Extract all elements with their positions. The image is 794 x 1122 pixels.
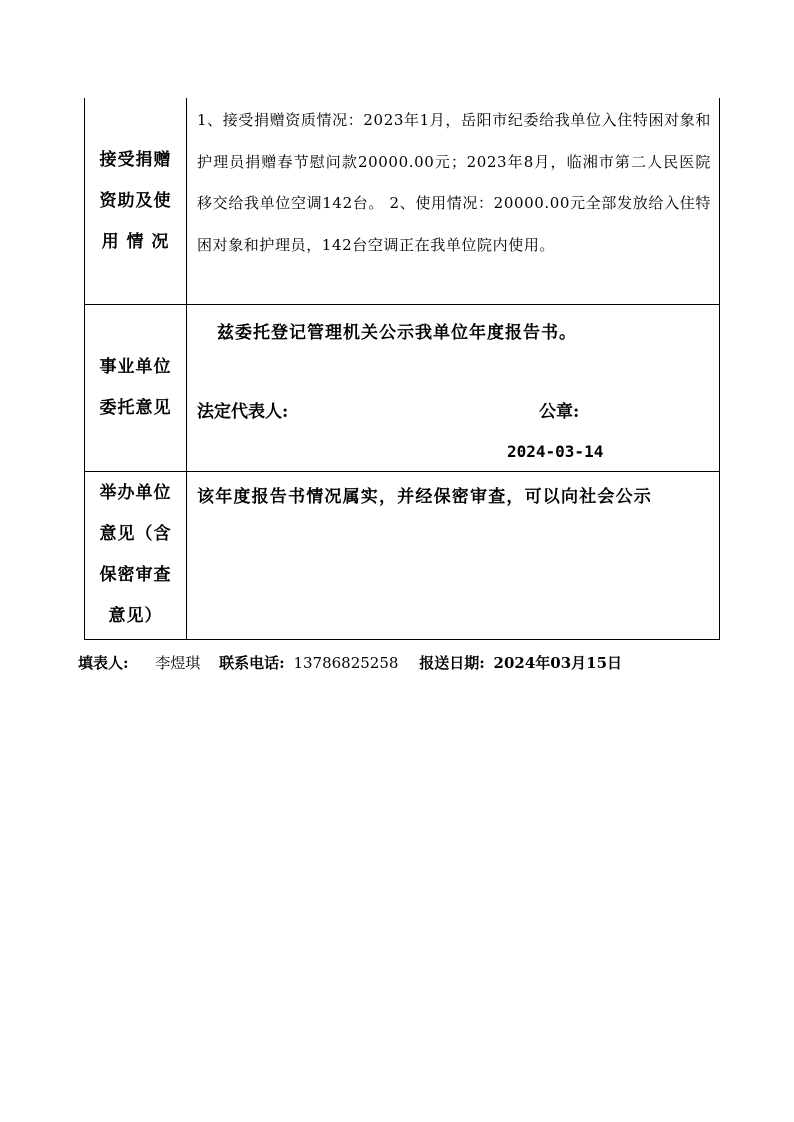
filler-name: 李煜琪 xyxy=(155,654,201,672)
delegation-content xyxy=(187,305,720,471)
sponsor-label xyxy=(85,471,187,639)
filler-label: 填表人: xyxy=(78,654,129,672)
report-table xyxy=(84,98,720,640)
delegation-date: 2024-03-14 xyxy=(507,442,604,462)
label-line: 接受捐赠 xyxy=(99,149,172,170)
submit-date: 2024年03月15日 xyxy=(493,654,623,672)
delegation-row xyxy=(85,305,720,471)
phone-number: 13786825258 xyxy=(293,654,399,672)
phone-label: 联系电话: xyxy=(219,654,285,672)
delegation-label xyxy=(85,305,187,471)
label-line: 意见） xyxy=(108,606,163,627)
seal-label: 公章: xyxy=(539,402,580,423)
label-line: 事业单位 xyxy=(99,356,172,377)
legal-rep-label: 法定代表人: xyxy=(197,402,289,423)
donation-content: 1、接受捐赠资质情况：2023年1月，岳阳市纪委给我单位入住特困对象和护理员捐赠春节慰问款20000.00元；2023年8月，临湘市第二人民医院移交给我单位空调142台。 2、使用情况：20000.00元全部发放给入住特困对象和护理员，142台空调正在我单位院内使用。 xyxy=(187,98,720,305)
label-line: 保密审查 xyxy=(99,565,172,586)
footer xyxy=(78,652,622,673)
label-line: 意见（含 xyxy=(99,524,172,545)
label-line: 委托意见 xyxy=(99,397,172,418)
label-line: 举办单位 xyxy=(99,483,172,504)
donation-label xyxy=(85,98,187,305)
sponsor-opinion: 该年度报告书情况属实，并经保密审查，可以向社会公示 xyxy=(187,471,720,639)
donation-row xyxy=(85,98,720,305)
sponsor-row xyxy=(85,471,720,639)
delegation-statement: 兹委托登记管理机关公示我单位年度报告书。 xyxy=(217,323,577,344)
submit-date-label: 报送日期: xyxy=(419,654,485,672)
label-line: 资助及使 xyxy=(99,190,172,211)
label-line: 用 情 况 xyxy=(101,231,170,252)
